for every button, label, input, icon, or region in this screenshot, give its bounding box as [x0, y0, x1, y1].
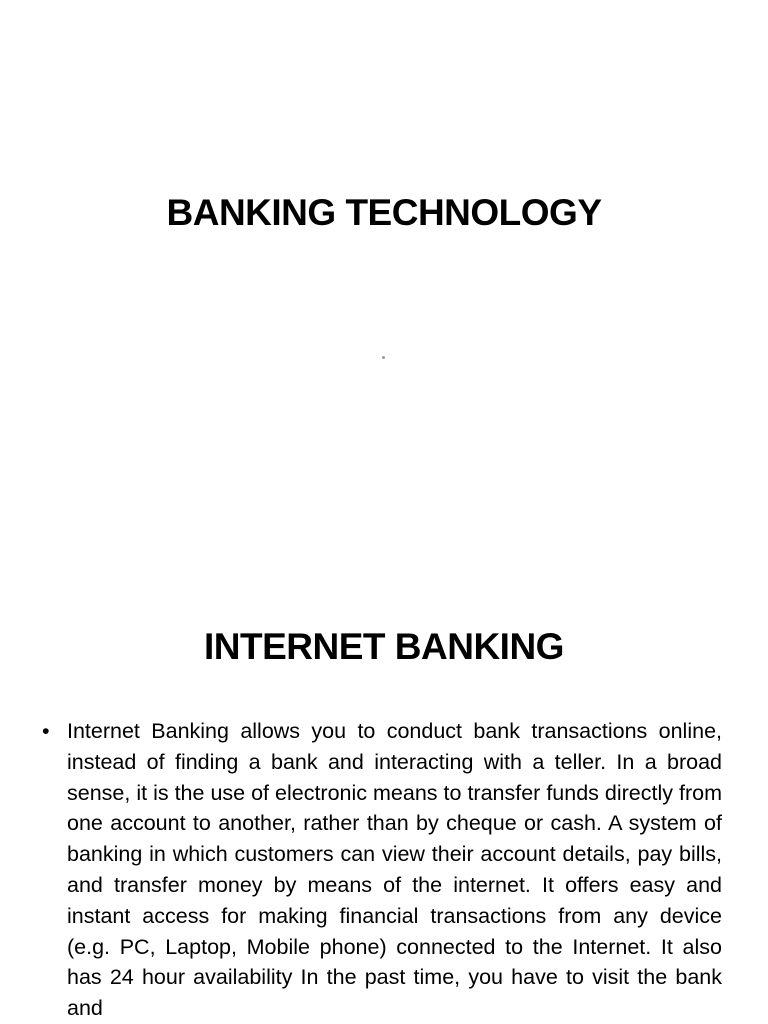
bullet-dot-icon: • — [42, 719, 50, 743]
slide-title: BANKING TECHNOLOGY — [166, 192, 602, 233]
content-slide — [0, 576, 768, 1024]
bullet-list — [42, 716, 722, 1024]
subtitle-placeholder-dot — [382, 356, 385, 359]
bullet-text: Internet Banking allows you to conduct bank transactions online, instead of finding a bank and interacting with a teller. In a broad sense, it is the use of electronic means to transfer funds directly from one account to another, rather than by cheque or cash. A system of banking in which customers can view their account details, pay bills, and transfer money by means of the internet. It offers easy and instant access for making financial transactions from any device (e.g. PC, Laptop, Mobile phone) connected to the Internet. It also has 24 hour availability In the past time, you have to visit the bank and — [67, 719, 722, 1021]
section-title: INTERNET BANKING — [204, 626, 564, 667]
bullet-item — [42, 716, 722, 1024]
